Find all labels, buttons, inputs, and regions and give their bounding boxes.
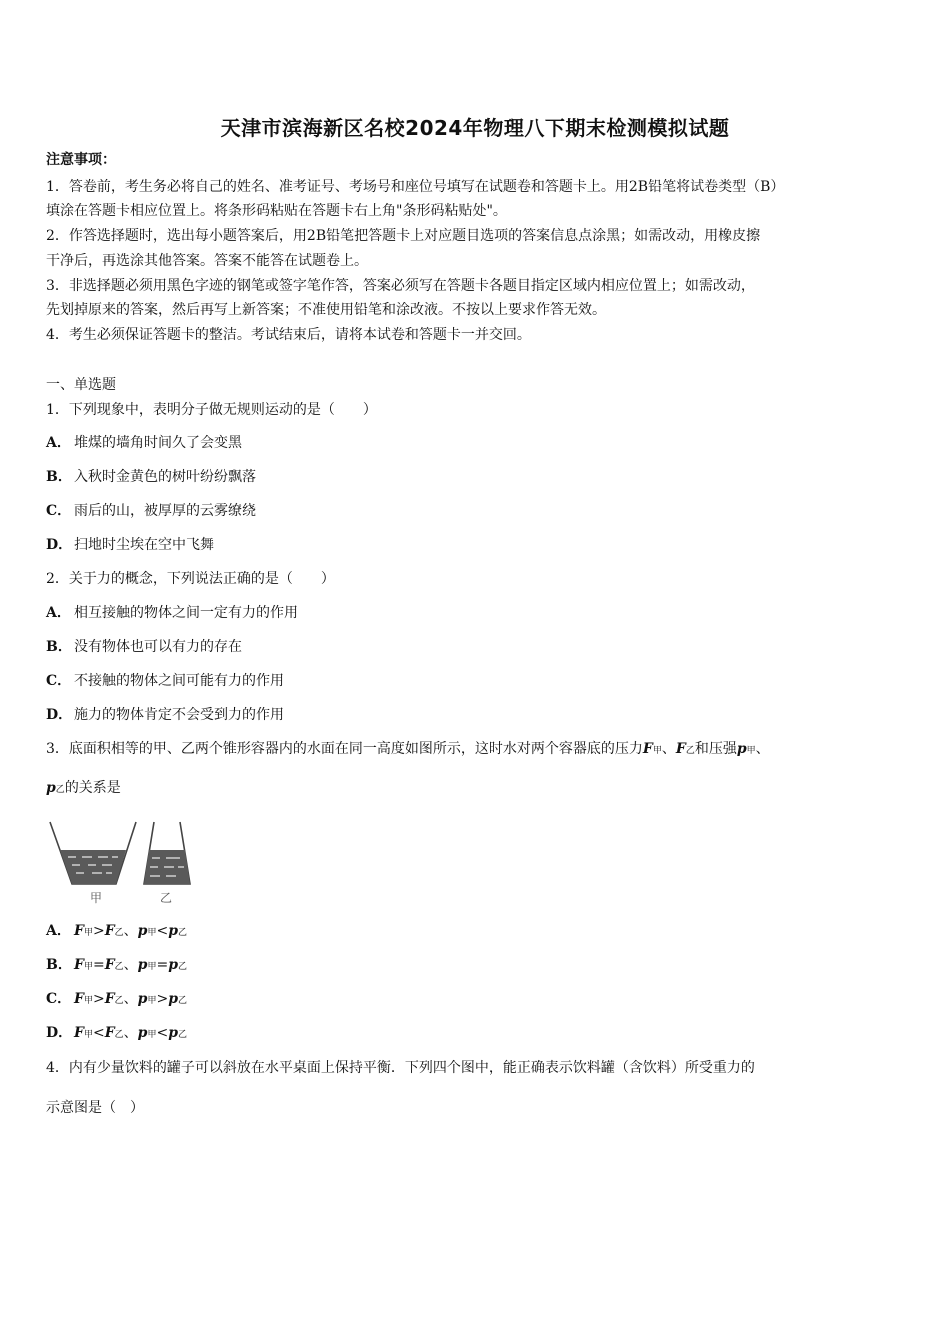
container-jia [50, 822, 136, 884]
q2-option-d[interactable]: D． 施力的物体肯定不会受到力的作用 [46, 707, 284, 723]
q3-option-b[interactable]: B． F甲=F乙、p甲=p乙 [46, 957, 188, 973]
notice-line: 4．考生必须保证答题卡的整洁。考试结束后，请将本试卷和答题卡一并交回。 [46, 327, 531, 343]
q2-option-a[interactable]: A． 相互接触的物体之间一定有力的作用 [46, 605, 298, 621]
notice-line: 2．作答选择题时，选出每小题答案后，用2B铅笔把答题卡上对应题目选项的答案信息点涂黑；如需改动，用橡皮擦 [46, 228, 761, 244]
question-1-stem: 1．下列现象中，表明分子做无规则运动的是（ ） [46, 402, 377, 418]
question-3-stem: 3．底面积相等的甲、乙两个锥形容器内的水面在同一高度如图所示，这时水对两个容器底的压力F甲、F乙和压强p甲、 [46, 741, 770, 757]
container-yi [144, 822, 190, 884]
q3-option-d[interactable]: D． F甲<F乙、p甲<p乙 [46, 1025, 188, 1041]
q3-option-c[interactable]: C． F甲>F乙、p甲>p乙 [46, 991, 188, 1007]
section-heading: 一、单选题 [46, 377, 116, 393]
q2-option-b[interactable]: B． 没有物体也可以有力的存在 [46, 639, 242, 655]
notice-line: 3．非选择题必须用黑色字迹的钢笔或签字笔作答，答案必须写在答题卡各题目指定区域内相应位置上；如需改动， [46, 278, 755, 294]
question-4-stem: 4．内有少量饮料的罐子可以斜放在水平桌面上保持平衡．下列四个图中，能正确表示饮料罐（含饮料）所受重力的 [46, 1060, 755, 1076]
q1-option-b[interactable]: B． 入秋时金黄色的树叶纷纷飘落 [46, 469, 256, 485]
notice-line: 填涂在答题卡相应位置上。将条形码粘贴在答题卡右上角"条形码粘贴处"。 [46, 203, 507, 219]
notice-line: 干净后，再选涂其他答案。答案不能答在试题卷上。 [46, 253, 368, 269]
label-yi: 乙 [160, 891, 173, 904]
question-3-stem-cont: p乙的关系是 [46, 780, 121, 796]
container-figure [46, 820, 206, 904]
q3-option-a[interactable]: A． F甲>F乙、p甲<p乙 [46, 923, 188, 939]
q1-option-d[interactable]: D． 扫地时尘埃在空中飞舞 [46, 537, 214, 553]
label-jia: 甲 [90, 891, 103, 904]
q1-option-a[interactable]: A． 堆煤的墙角时间久了会变黑 [46, 435, 242, 451]
page-title: 天津市滨海新区名校2024年物理八下期末检测模拟试题 [220, 116, 730, 140]
question-4-stem-cont: 示意图是（ ） [46, 1100, 144, 1116]
question-2-stem: 2．关于力的概念，下列说法正确的是（ ） [46, 571, 335, 587]
q2-option-c[interactable]: C． 不接触的物体之间可能有力的作用 [46, 673, 284, 689]
notice-line: 先划掉原来的答案，然后再写上新答案；不准使用铅笔和涂改液。不按以上要求作答无效。 [46, 302, 606, 318]
notice-line: 1．答卷前，考生务必将自己的姓名、准考证号、考场号和座位号填写在试题卷和答题卡上。用2B铅笔将试卷类型（B） [46, 179, 785, 195]
notice-heading: 注意事项： [46, 152, 116, 168]
q1-option-c[interactable]: C． 雨后的山，被厚厚的云雾缭绕 [46, 503, 256, 519]
